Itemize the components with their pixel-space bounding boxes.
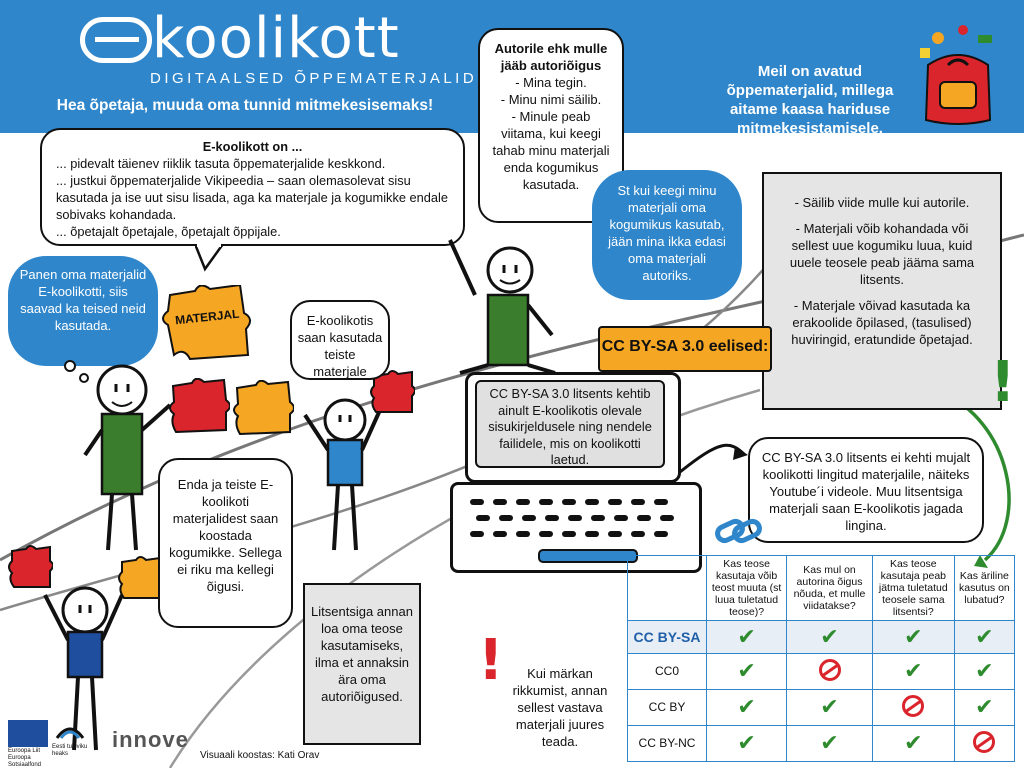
key-icon — [493, 531, 507, 537]
license-comparison-table — [627, 555, 1015, 762]
key-icon — [539, 531, 553, 537]
eu-flag-logo — [8, 720, 48, 747]
prohibited-icon — [872, 689, 954, 725]
prohibited-icon — [954, 725, 1014, 761]
author-title: Autorile ehk mulle jääb autoriõigus — [494, 41, 608, 73]
table-row — [628, 621, 1015, 654]
checkmark-icon: ✔ — [707, 653, 787, 689]
checkmark-icon: ✔ — [872, 653, 954, 689]
key-icon — [470, 499, 484, 505]
checkmark-icon: ✔ — [954, 621, 1014, 654]
logo-text: koolikott — [152, 6, 400, 71]
checkmark-icon: ✔ — [954, 689, 1014, 725]
license-name: CC BY — [628, 689, 707, 725]
report-text: Kui märkan rikkumist, annan sellest vastava materjali juures teada. — [512, 666, 608, 749]
key-icon — [516, 531, 530, 537]
key-icon — [631, 499, 645, 505]
keyboard-keys — [460, 495, 686, 545]
checkmark-icon: ✔ — [872, 621, 954, 654]
key-icon — [568, 515, 582, 521]
table-header-row — [628, 556, 1015, 621]
checkmark-icon: ✔ — [954, 653, 1014, 689]
puzzle-orange-3 — [118, 556, 163, 601]
key-icon — [493, 499, 507, 505]
external-link-bubble: CC BY-SA 3.0 litsents ei kehti mujalt koolikotti lingitud materjalile, näiteks Youtube´i videole. Muu litsentsiga materjali saan E-koolikotis jagada lingina. — [748, 437, 984, 543]
col-header-2: Kas mul on autorina õigus nõuda, et mulle viidatakse? — [787, 556, 873, 621]
checkmark-icon: ✔ — [787, 621, 873, 654]
info-bubble — [40, 128, 465, 246]
laptop-text: CC BY-SA 3.0 litsents kehtib ainult E-koolikotis olevale sisukirjeldusele ning nendele failidele, mis on koolikotti laetud. — [475, 380, 665, 468]
key-icon — [476, 515, 490, 521]
key-icon — [470, 531, 484, 537]
logo-subtitle: DIGITAALSED ÕPPEMATERJALID — [150, 70, 478, 87]
table-corner — [628, 556, 707, 621]
key-icon — [654, 531, 668, 537]
license-benefits-paper — [762, 172, 1002, 410]
eu-label: Euroopa Liit Euroopa Sotsiaalfond — [8, 748, 42, 768]
col-header-1: Kas teose kasutaja võib teost muuta (st luua tuletatud teose)? — [707, 556, 787, 621]
key-icon — [516, 499, 530, 505]
col-header-3: Kas teose kasutaja peab jätma tuletatud teosele sama litsentsi? — [872, 556, 954, 621]
table-row — [628, 689, 1015, 725]
key-icon — [562, 499, 576, 505]
puzzle-red-1 — [168, 378, 230, 433]
key-icon — [522, 515, 536, 521]
key-icon — [591, 515, 605, 521]
prohibited-icon — [787, 653, 873, 689]
license-name: CC BY-NC — [628, 725, 707, 761]
key-icon — [608, 531, 622, 537]
key-icon — [654, 499, 668, 505]
logo-e-icon — [80, 17, 152, 63]
benefit-2: - Materjali võib kohandada või sellest uue kogumiku luua, kuid uuele teosele peab jääma sama litsents. — [789, 221, 975, 287]
puzzle-orange-2 — [232, 380, 294, 435]
key-icon — [499, 515, 513, 521]
table-row — [628, 725, 1015, 761]
estonia-label: Eesti tuleviku heaks — [52, 744, 88, 757]
share-cloud: Panen oma materjalid E-koolikotti, siis saavad ka teised neid kasutada. — [8, 256, 158, 366]
exclamation-icon: ! — [478, 628, 504, 693]
author-line-3: - Minule peab viitama, kui keegi tahab minu materjali enda kogumikus kasutada. — [492, 109, 610, 192]
author-line-2: - Minu nimi säilib. — [500, 92, 602, 107]
green-exclamation-icon: ! — [990, 350, 1016, 415]
checkmark-icon: ✔ — [787, 725, 873, 761]
license-grant-paper: Litsentsiga annan loa oma teose kasutamiseks, ilma et annaksin ära oma autoriõigused. — [303, 583, 421, 745]
collections-bubble: Enda ja teiste E-koolikoti materjalidest saan koostada kogumikke. Sellega ei riku ma kellegi õigusi. — [158, 458, 293, 628]
stick-figure-sitting — [440, 225, 570, 375]
key-icon — [631, 531, 645, 537]
cc-by-sa-label: CC BY-SA 3.0 eelised: — [598, 326, 772, 372]
benefit-1: - Säilib viide mulle kui autorile. — [794, 195, 970, 210]
key-icon — [585, 499, 599, 505]
puzzle-label: MATERJAL — [174, 306, 241, 328]
stick-figure-middle — [300, 395, 390, 555]
tagline: Hea õpetaja, muuda oma tunnid mitmekesisemaks! — [56, 97, 434, 114]
backpack-icon — [908, 20, 1008, 130]
chain-link-icon — [714, 514, 764, 548]
info-title: E-koolikott on ... — [202, 139, 303, 154]
checkmark-icon: ✔ — [707, 689, 787, 725]
license-name: CC0 — [628, 653, 707, 689]
info-bubble-tail — [195, 244, 235, 274]
key-icon — [660, 515, 674, 521]
innove-logo: innove — [112, 727, 189, 752]
puzzle-red-3 — [8, 545, 53, 590]
checkmark-icon: ✔ — [707, 621, 787, 654]
license-name: CC BY-SA — [628, 621, 707, 654]
use-materials-bubble: E-koolikotis saan kasutada teiste materjale — [290, 300, 390, 380]
info-line-3: ... õpetajalt õpetajale, õpetajalt õppijale. — [56, 224, 281, 239]
key-icon — [637, 515, 651, 521]
key-icon — [562, 531, 576, 537]
estonia-logo — [55, 720, 85, 742]
key-icon — [545, 515, 559, 521]
checkmark-icon: ✔ — [707, 725, 787, 761]
table-row — [628, 653, 1015, 689]
spacebar — [538, 549, 638, 563]
credit-text: Visuaali koostas: Kati Orav — [200, 750, 320, 761]
key-icon — [614, 515, 628, 521]
checkmark-icon: ✔ — [787, 689, 873, 725]
key-icon — [608, 499, 622, 505]
benefit-3: - Materjale võivad kasutada ka erakoolide õpilased, (tasulised) huviringid, eratundide õpetajad. — [791, 298, 973, 347]
author-cloud: St kui keegi minu materjali oma kogumikus kasutab, jään mina ikka edasi oma materjali autoriks. — [592, 170, 742, 300]
info-line-1: ... pidevalt täienev riiklik tasuta õppematerjalide keskkond. — [56, 156, 386, 171]
col-header-4: Kas äriline kasutus on lubatud? — [954, 556, 1014, 621]
header-right-text: Meil on avatud õppematerjalid, millega aitame kaasa hariduse mitmekesistamisele. — [726, 63, 894, 137]
info-line-2: ... justkui õppematerjalide Vikipeedia – saan olemasolevat sisu kasutada ja ise uut sisu lisada, aga ka materjale ja kogumikke endale sobivaks kohandada. — [56, 173, 448, 222]
author-line-1: - Mina tegin. — [515, 75, 587, 90]
key-icon — [539, 499, 553, 505]
key-icon — [585, 531, 599, 537]
checkmark-icon: ✔ — [872, 725, 954, 761]
